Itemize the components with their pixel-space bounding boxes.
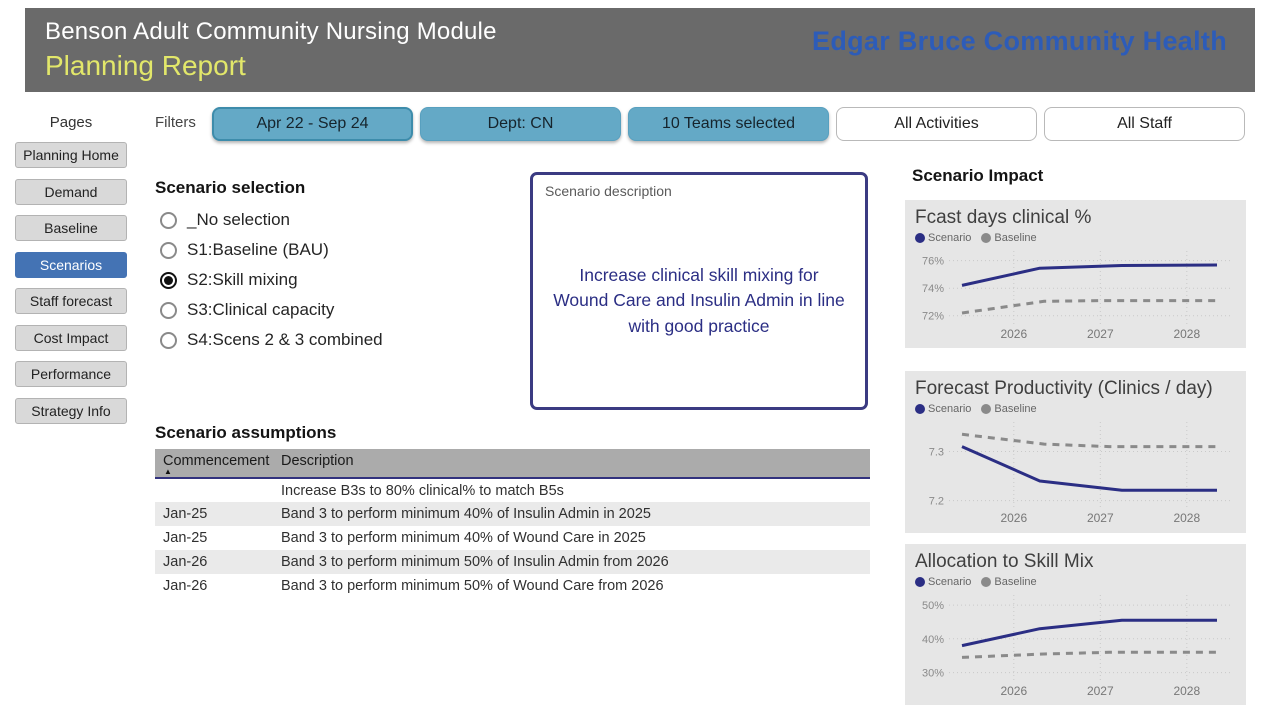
assumptions-header-row xyxy=(155,449,870,478)
sidebar-item-label: Planning Home xyxy=(23,147,119,163)
sidebar-item-label: Demand xyxy=(44,183,98,200)
radio-option-s4-combined[interactable] xyxy=(160,325,383,355)
svg-text:2028: 2028 xyxy=(1173,684,1201,698)
baseline-dot-icon xyxy=(981,577,991,587)
report-title: Benson Adult Community Nursing Module xyxy=(45,18,497,45)
legend-item-baseline xyxy=(981,576,1036,588)
chart-legend xyxy=(915,576,1236,588)
baseline-dot-icon xyxy=(981,233,991,243)
radio-icon xyxy=(160,242,177,259)
sidebar-item-performance[interactable] xyxy=(15,361,127,387)
svg-text:2028: 2028 xyxy=(1173,511,1201,525)
scenario-impact-title: Scenario Impact xyxy=(912,166,1044,185)
sidebar-item-label: Performance xyxy=(30,366,112,382)
scenario-description-text: Increase clinical skill mixing for Wound Care and Insulin Admin in line with good practice xyxy=(553,265,845,336)
table-row xyxy=(155,502,870,526)
filters-label: Filters xyxy=(155,114,196,131)
svg-text:2026: 2026 xyxy=(1000,327,1028,341)
column-header-description[interactable] xyxy=(273,449,870,478)
svg-text:7.2: 7.2 xyxy=(928,495,944,508)
radio-option-s3-clinical-capacity[interactable] xyxy=(160,295,383,325)
legend-label: Scenario xyxy=(928,232,972,244)
baseline-dot-icon xyxy=(981,404,991,414)
sidebar-item-label: Scenarios xyxy=(39,256,103,273)
sidebar-item-baseline[interactable] xyxy=(15,215,127,241)
filter-date-range[interactable] xyxy=(212,107,413,141)
svg-text:2027: 2027 xyxy=(1086,684,1114,698)
pages-label: Pages xyxy=(49,114,93,131)
svg-text:2027: 2027 xyxy=(1086,511,1114,525)
chart-forecast-productivity xyxy=(905,371,1246,533)
radio-icon xyxy=(160,272,177,289)
table-row xyxy=(155,550,870,574)
legend-item-scenario xyxy=(915,232,971,244)
table-row xyxy=(155,526,870,550)
table-row xyxy=(155,478,870,502)
legend-label: Scenario xyxy=(928,576,972,588)
organisation-name: Edgar Bruce Community Health xyxy=(812,26,1227,56)
sidebar-item-label: Strategy Info xyxy=(31,402,111,419)
radio-label: S3:Clinical capacity xyxy=(187,300,335,319)
legend-item-scenario xyxy=(915,576,971,588)
filter-staff[interactable] xyxy=(1044,107,1245,141)
legend-label: Scenario xyxy=(928,403,972,415)
svg-text:2026: 2026 xyxy=(1000,684,1028,698)
chart-allocation-skill-mix xyxy=(905,544,1246,705)
line-chart xyxy=(915,590,1236,698)
sort-ascending-icon: ▲ xyxy=(164,467,172,476)
legend-label: Baseline xyxy=(994,576,1037,588)
filter-activities[interactable] xyxy=(836,107,1037,141)
filters-row xyxy=(212,107,1245,141)
legend-item-baseline xyxy=(981,232,1036,244)
sidebar-item-strategy-info[interactable] xyxy=(15,398,127,424)
report-header xyxy=(25,8,1255,92)
svg-text:74%: 74% xyxy=(921,283,944,296)
table-row xyxy=(155,574,870,598)
assumptions-table xyxy=(155,449,870,598)
chart-title: Allocation to Skill Mix xyxy=(915,551,1094,572)
cell-description: Band 3 to perform minimum 40% of Wound Care in 2025 xyxy=(281,530,646,546)
radio-label: S1:Baseline (BAU) xyxy=(187,240,329,259)
scenario-dot-icon xyxy=(915,233,925,243)
svg-text:2027: 2027 xyxy=(1086,327,1114,341)
svg-text:76%: 76% xyxy=(921,255,944,268)
pages-nav xyxy=(15,142,127,434)
scenario-dot-icon xyxy=(915,577,925,587)
scenario-dot-icon xyxy=(915,404,925,414)
scenario-description-label: Scenario description xyxy=(545,183,672,199)
radio-icon xyxy=(160,302,177,319)
cell-commencement: Jan-25 xyxy=(163,530,208,546)
cell-description: Band 3 to perform minimum 50% of Wound Care from 2026 xyxy=(281,578,664,594)
sidebar-item-planning-home[interactable] xyxy=(15,142,127,168)
radio-option-s2-skill-mixing[interactable] xyxy=(160,265,383,295)
radio-label: S2:Skill mixing xyxy=(187,270,298,289)
report-subtitle: Planning Report xyxy=(45,50,246,81)
column-header-commencement[interactable] xyxy=(155,449,273,478)
cell-commencement: Jan-26 xyxy=(163,554,208,570)
scenario-description-box xyxy=(530,172,868,410)
chart-title: Fcast days clinical % xyxy=(915,207,1092,228)
svg-text:50%: 50% xyxy=(921,600,944,613)
filter-label: Dept: CN xyxy=(487,115,554,132)
radio-label: _No selection xyxy=(187,210,291,229)
sidebar-item-demand[interactable] xyxy=(15,179,127,205)
radio-label: S4:Scens 2 & 3 combined xyxy=(187,330,383,349)
scenario-assumptions-title: Scenario assumptions xyxy=(155,423,337,442)
filter-label: All Staff xyxy=(1117,115,1172,132)
svg-text:30%: 30% xyxy=(921,667,944,680)
sidebar-item-staff-forecast[interactable] xyxy=(15,288,127,314)
filter-label: All Activities xyxy=(894,115,979,132)
filter-label: 10 Teams selected xyxy=(661,115,796,132)
chart-legend xyxy=(915,403,1236,415)
radio-icon xyxy=(160,332,177,349)
svg-text:2026: 2026 xyxy=(1000,511,1028,525)
svg-text:72%: 72% xyxy=(921,310,944,323)
sidebar-item-cost-impact[interactable] xyxy=(15,325,127,351)
sidebar-item-scenarios[interactable] xyxy=(15,252,127,278)
legend-item-baseline xyxy=(981,403,1036,415)
chart-legend xyxy=(915,232,1236,244)
sidebar-item-label: Staff forecast xyxy=(29,293,113,309)
chart-title: Forecast Productivity (Clinics / day) xyxy=(915,378,1213,399)
chart-fcast-days-clinical xyxy=(905,200,1246,348)
radio-icon xyxy=(160,212,177,229)
sidebar-item-label: Baseline xyxy=(44,220,98,236)
filter-teams[interactable] xyxy=(628,107,829,141)
filter-label: Apr 22 - Sep 24 xyxy=(256,115,369,132)
line-chart xyxy=(915,246,1236,341)
cell-description: Band 3 to perform minimum 50% of Insulin Admin from 2026 xyxy=(281,554,669,570)
svg-text:40%: 40% xyxy=(921,633,944,646)
legend-label: Baseline xyxy=(994,403,1037,415)
svg-text:2028: 2028 xyxy=(1173,327,1201,341)
cell-commencement: Jan-26 xyxy=(163,578,208,594)
scenario-radio-group xyxy=(160,205,383,355)
legend-label: Baseline xyxy=(994,232,1037,244)
column-label: Description xyxy=(281,453,354,469)
cell-description: Band 3 to perform minimum 40% of Insulin Admin in 2025 xyxy=(281,506,651,522)
line-chart xyxy=(915,417,1236,525)
cell-description: Increase B3s to 80% clinical% to match B5s xyxy=(281,482,564,499)
cell-commencement xyxy=(155,478,273,502)
sidebar-item-label: Cost Impact xyxy=(33,329,109,346)
svg-text:7.3: 7.3 xyxy=(928,446,944,459)
radio-option-s1-baseline[interactable] xyxy=(160,235,383,265)
column-label: Commencement xyxy=(163,453,270,469)
scenario-selection-title: Scenario selection xyxy=(155,178,306,197)
radio-option-no-selection[interactable] xyxy=(160,205,383,235)
cell-commencement: Jan-25 xyxy=(163,506,208,522)
filter-department[interactable] xyxy=(420,107,621,141)
legend-item-scenario xyxy=(915,403,971,415)
